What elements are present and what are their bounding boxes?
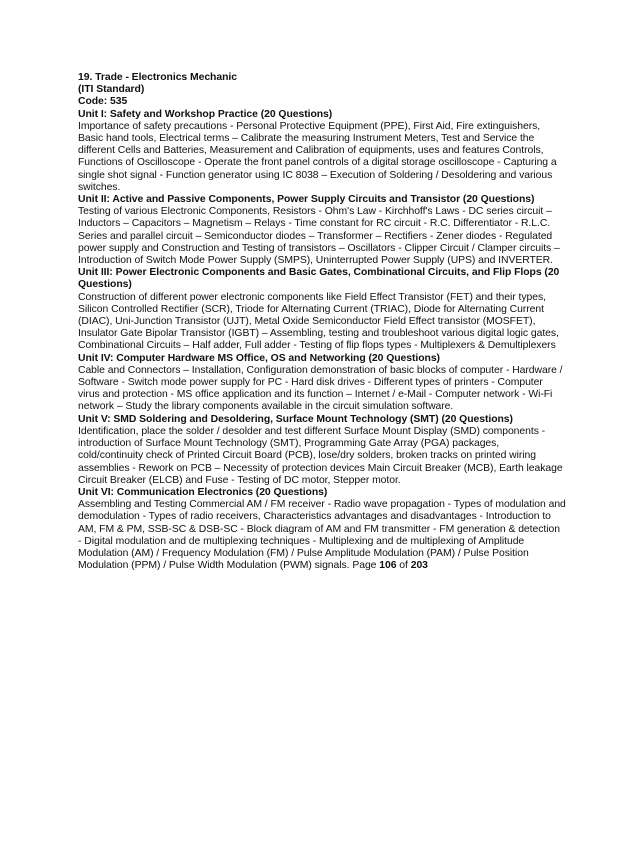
unit-2-body: Testing of various Electronic Components, Resistors - Ohm's Law - Kirchhoff's Laws - DC series circuit – Inductors – Capacitors – Magnetism – Relays - Time constant for RC circuit - R.C. Differentiator - R.L.C. Series and parallel circuit – Semiconductor diodes – Transformer – Rectifiers - Zener diodes - Regulated power supply and Construction and Testing of transistors – Oscillators - Clipper Circuit / Clamper circuits – Introduction of Switch Mode Power Supply (SMPS), Uninterrupted Power Supply (UPS) and INVERTER.	[78, 206, 560, 267]
page-number: 106	[379, 560, 397, 572]
unit-6-title: Unit VI: Communication Electronics (20 Questions)	[78, 486, 328, 498]
unit-3-body: Construction of different power electronic components like Field Effect Transistor (FET) and their types, Silicon Controlled Rectifier (SCR), Triode for Alternating Current (TRIAC), Diode for Alternating Current (DIAC), Uni-Junction Transistor (UJT), Metal Oxide Semiconductor Field Effect transistor (MOSFET), Insulator Gate Bipolar Transistor (IGBT) – Assembling, testing and troubleshoot various digital logic gates, Combinational Circuits – Half adder, Full adder - Testing of flip flops types - Multiplexers & Demultiplexers	[78, 291, 559, 352]
unit-5-body: Identification, place the solder / desolder and test different Surface Mount Display (SMD) components - introduction of Surface Mount Technology (SMT), Programming Gate Array (PGA) packages, cold/continuity check of Printed Circuit Board (PCB), lose/dry solders, broken tracks on printed wiring assemblies - Rework on PCB – Necessity of protection devices Main Circuit Breaker (MCB), Earth leakage Circuit Breaker (ELCB) and Fuse - Testing of DC motor, Stepper motor.	[78, 425, 563, 486]
unit-6-body-text: Assembling and Testing Commercial AM / FM receiver - Radio wave propagation - Types of modulation and demodulation - Types of radio receivers, Characteristics advantages and disadvantages - Introduction to AM, FM & PM, SSB-SC & DSB-SC - Block diagram of AM and FM transmitter - FM generation & detection - Digital modulation and de multiplexing techniques - Multiplexing and de multiplexing of Amplitude Modulation (AM) / Frequency Modulation (FM) / Pulse Amplitude Modulation (PAM) / Pulse Position Modulation (PPM) / Pulse Width Modulation (PWM) signals.	[78, 499, 566, 572]
unit-1-body: Importance of safety precautions - Personal Protective Equipment (PPE), First Aid, Fire extinguishers, Basic hand tools, Electrical terms – Calibrate the measuring Instrument Meters, Test and Service the different Cells and Batteries, Measurement and Calibration of equipments, uses and features Controls, Functions of Oscilloscope - Operate the front panel controls of a digital storage oscilloscope - Capturing a single shot signal - Function generator using IC 8038 – Execution of Soldering / Desoldering and various switches.	[78, 120, 557, 193]
page-of: of	[399, 560, 408, 572]
page-total: 203	[410, 560, 428, 572]
page-indicator	[352, 560, 428, 571]
unit-4-body: Cable and Connectors – Installation, Configuration demonstration of basic blocks of computer - Hardware / Software - Switch mode power supply for PC - Hard disk drives - Different types of printers - Computer virus and protection - MS office application and its function – Internet / e-Mail - Computer network - Wi-Fi network – Study the library components available in the circuit simulation software.	[78, 364, 563, 413]
unit-5-title: Unit V: SMD Soldering and Desoldering, Surface Mount Technology (SMT) (20 Questions)	[78, 413, 513, 425]
document-page	[78, 72, 566, 572]
page-prefix: Page	[352, 560, 377, 572]
unit-6-body	[78, 499, 566, 572]
trade-title: 19. Trade - Electronics Mechanic	[78, 72, 237, 83]
trade-standard: (ITI Standard)	[78, 84, 145, 96]
trade-code: Code: 535	[78, 96, 128, 108]
unit-4-title: Unit IV: Computer Hardware MS Office, OS and Networking (20 Questions)	[78, 352, 440, 364]
unit-3-title: Unit III: Power Electronic Components and Basic Gates, Combinational Circuits, and Flip Flops (20 Questions)	[78, 267, 560, 291]
unit-2-title: Unit II: Active and Passive Components, Power Supply Circuits and Transistor (20 Questions)	[78, 194, 535, 206]
unit-1-title: Unit I: Safety and Workshop Practice (20 Questions)	[78, 108, 333, 120]
